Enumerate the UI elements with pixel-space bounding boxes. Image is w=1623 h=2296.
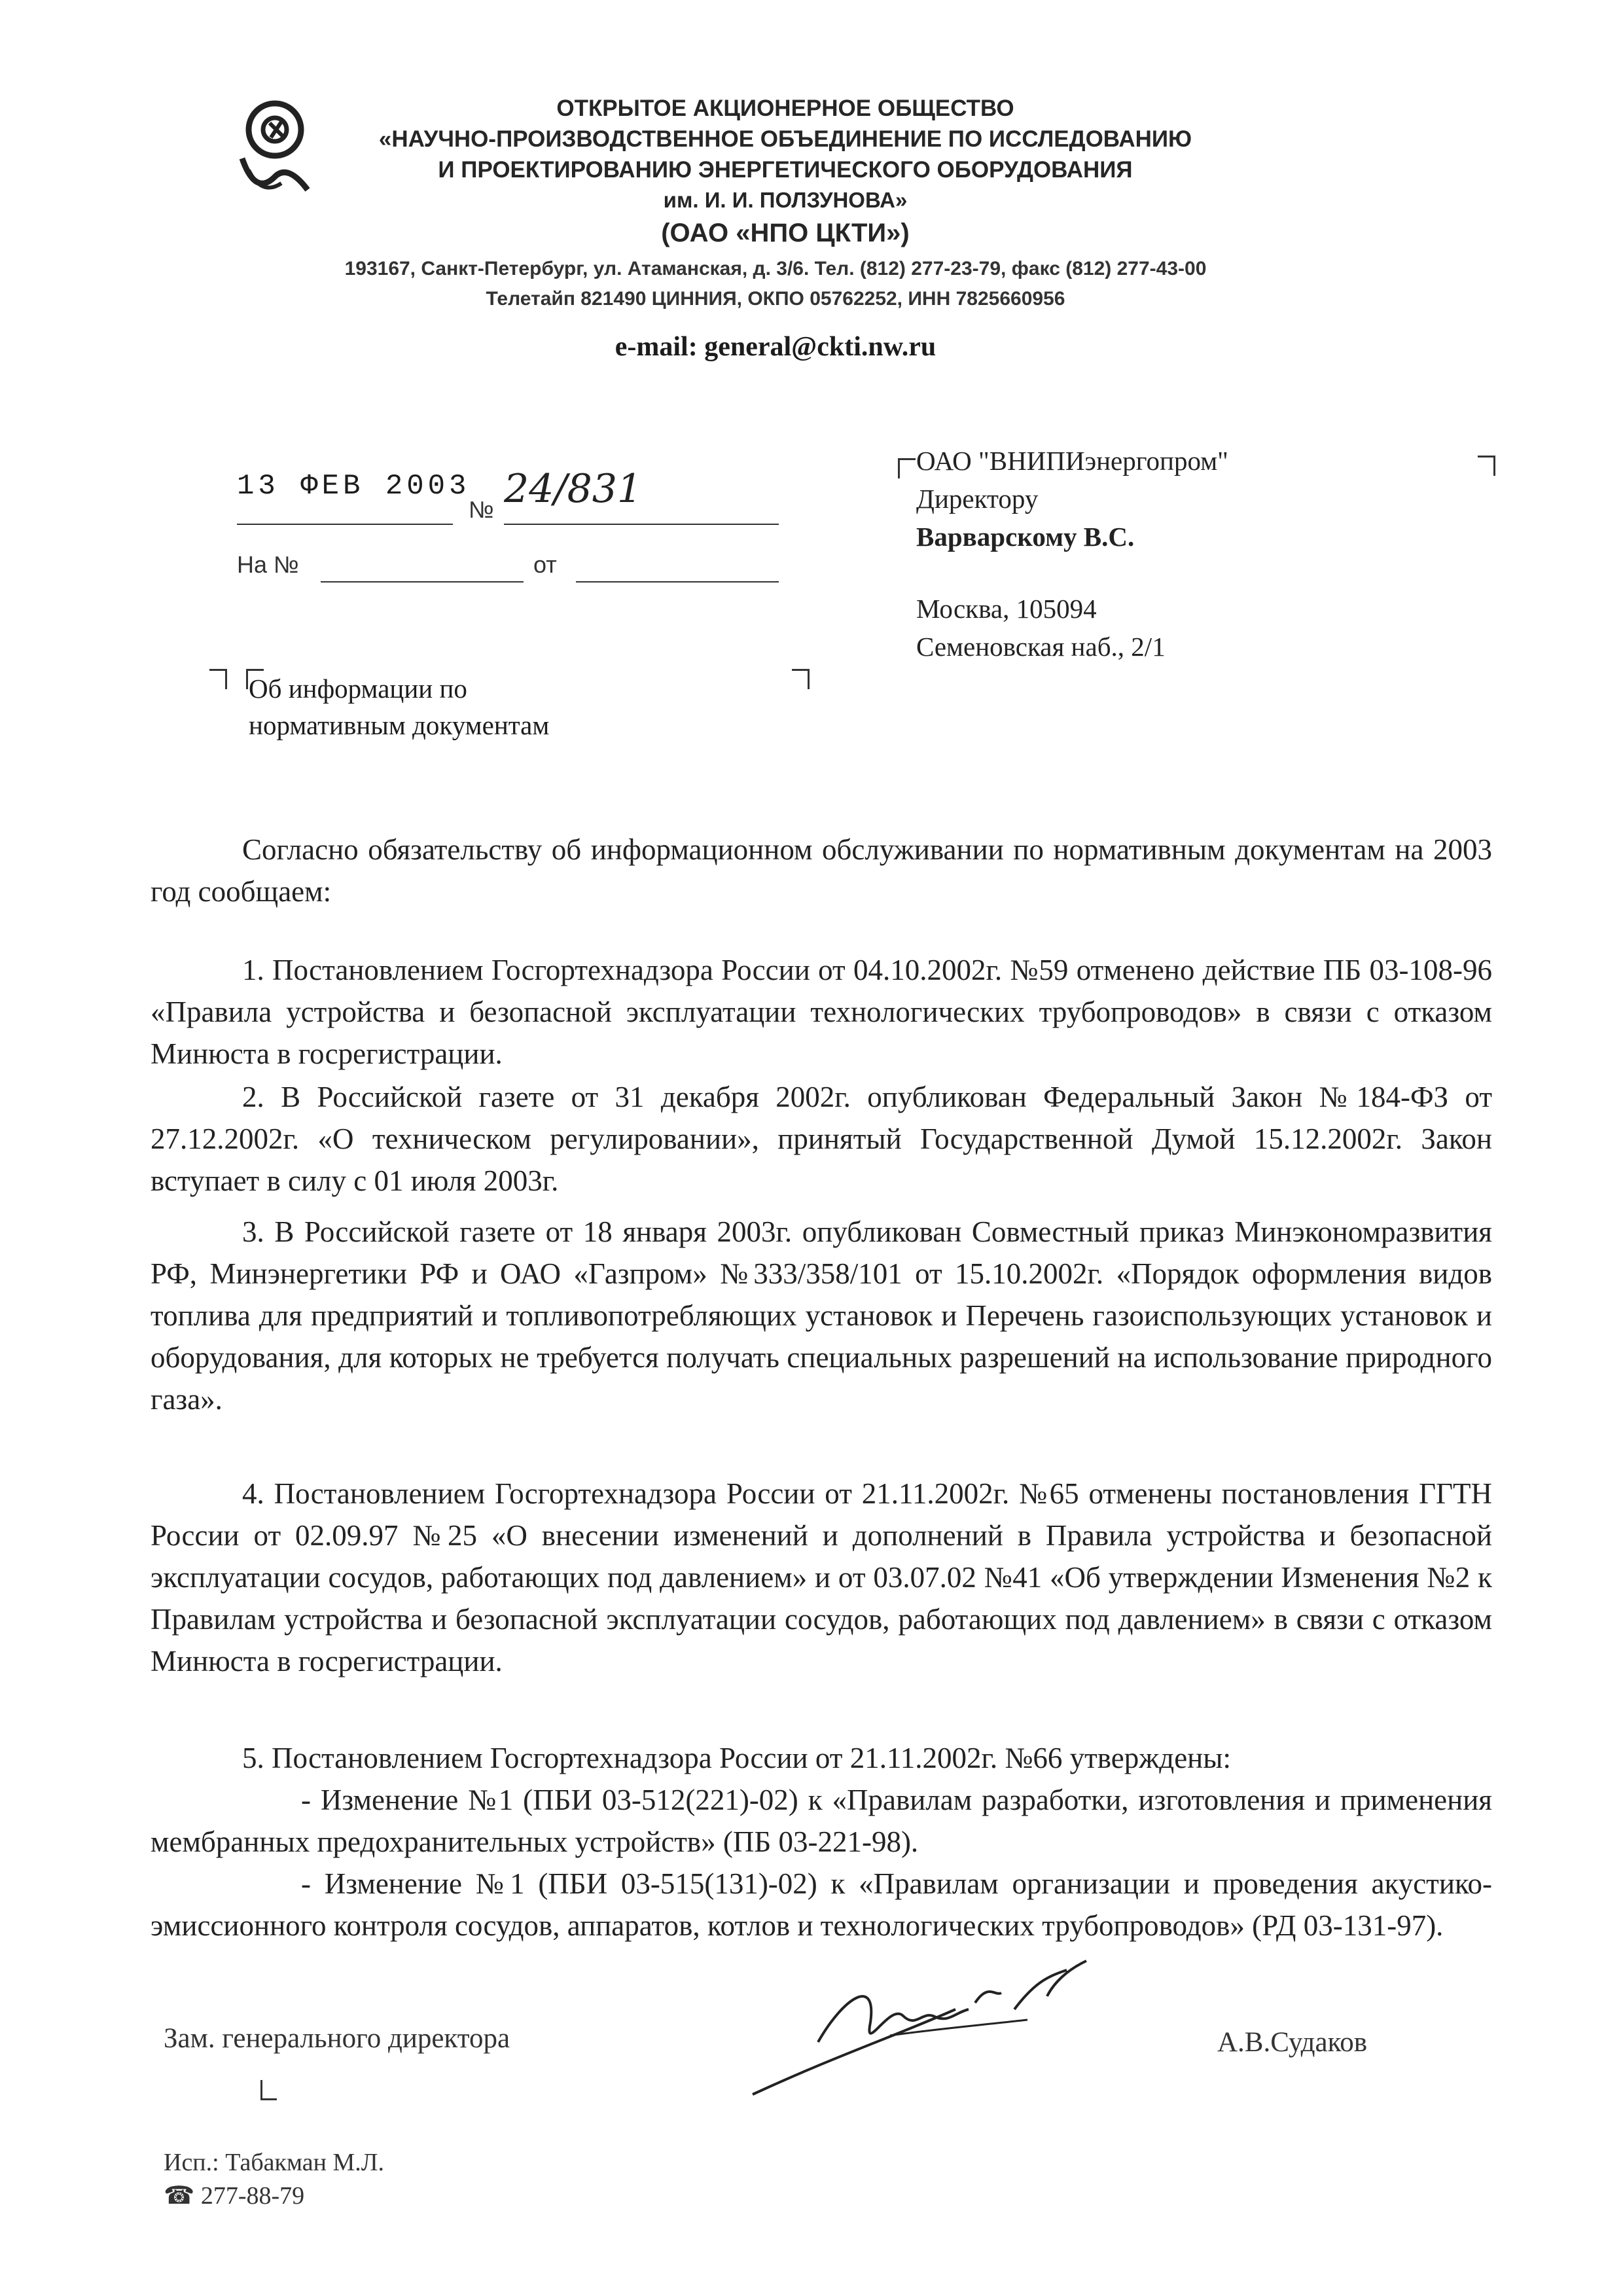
org-name-line-1: ОТКРЫТОЕ АКЦИОНЕРНОЕ ОБЩЕСТВО bbox=[556, 96, 1014, 121]
addressee-organization: ОАО "ВНИПИэнергопром" bbox=[916, 446, 1228, 476]
outgoing-date: 13 ФЕВ 2003 bbox=[237, 470, 471, 503]
addressee-street: Семеновская наб., 2/1 bbox=[916, 632, 1166, 662]
item-5-change-b: - Изменение №1 (ПБИ 03-515(131)-02) к «Правилам организации и проведения акустико-эмиссионного контроля сосудов, аппаратов, котлов и технологических трубопроводов» (РД 03-131-97). bbox=[151, 1867, 1492, 1942]
subject-line-1: Об информации по bbox=[249, 673, 467, 704]
number-label: № bbox=[469, 496, 494, 523]
executor-phone: 277-88-79 bbox=[200, 2182, 305, 2210]
item-2: 2. В Российской газете от 31 декабря 2002г. опубликован Федеральный Закон №184-ФЗ от 27.12.2002г. «О техническом регулировании», принятый Государственной Думой 15.12.2002г. Закон вступает в силу с 01 июля 2003г. bbox=[151, 1081, 1492, 1197]
item-5-change-a: - Изменение №1 (ПБИ 03-512(221)-02) к «Правилам разработки, изготовления и применения мембранных предохранительных устройств» (ПБ 03-221-98). bbox=[151, 1784, 1492, 1858]
reference-label: На № bbox=[237, 551, 299, 578]
subject-corner-left bbox=[209, 669, 227, 689]
executor-phone-row bbox=[164, 2181, 304, 2210]
number-underline bbox=[504, 524, 779, 525]
org-email: e-mail: general@ckti.nw.ru bbox=[615, 332, 936, 362]
org-name-line-4: им. И. И. ПОЛЗУНОВА» bbox=[663, 188, 908, 212]
org-address: 193167, Санкт-Петербург, ул. Атаманская, д. 3/6. Тел. (812) 277-23-79, факс (812) 277-43-00 bbox=[344, 258, 1207, 279]
addressee-name: Варварскому В.С. bbox=[916, 522, 1135, 552]
addressee-city: Москва, 105094 bbox=[916, 594, 1097, 624]
subject-corner-right bbox=[792, 669, 810, 689]
reference-underline bbox=[321, 581, 524, 583]
phone-icon: ☎ bbox=[164, 2182, 195, 2210]
item-1: 1. Постановлением Госгортехнадзора России от 04.10.2002г. №59 отменено действие ПБ 03-108-96 «Правила устройства и безопасной эксплуатации технологических трубопроводов» в связи с отказом Минюста в госрегистрации. bbox=[151, 954, 1492, 1070]
intro-paragraph: Согласно обязательству об информационном обслуживании по нормативным документам на 2003 год сообщаем: bbox=[151, 833, 1492, 908]
outgoing-number: 24/831 bbox=[504, 466, 643, 512]
from-label: от bbox=[533, 551, 557, 578]
org-name-line-3: И ПРОЕКТИРОВАНИЮ ЭНЕРГЕТИЧЕСКОГО ОБОРУДОВАНИЯ bbox=[438, 157, 1133, 183]
signature-corner-mark bbox=[260, 2080, 277, 2100]
signatory-position: Зам. генерального директора bbox=[164, 2023, 510, 2054]
org-short-name: (ОАО «НПО ЦКТИ») bbox=[661, 219, 910, 247]
addressee-position: Директору bbox=[916, 484, 1039, 514]
handwritten-signature bbox=[740, 1957, 1145, 2108]
date-underline bbox=[237, 524, 453, 525]
org-requisites: Телетайп 821490 ЦИННИЯ, ОКПО 05762252, ИНН 7825660956 bbox=[486, 288, 1065, 310]
item-3: 3. В Российской газете от 18 января 2003г. опубликован Совместный приказ Минэкономразвития РФ, Минэнергетики РФ и ОАО «Газпром» №333/358/101 от 15.10.2002г. «Порядок оформления видов топлива для предприятий и топливопотребляющих установок и Перечень газоиспользующих установок и оборудования, для которых не требуется получать специальных разрешений на использование природного газа». bbox=[151, 1215, 1492, 1416]
executor-name: Исп.: Табакман М.Л. bbox=[164, 2149, 385, 2176]
subject-line-2: нормативным документам bbox=[249, 710, 550, 740]
item-5-heading: 5. Постановлением Госгортехнадзора России от 21.11.2002г. №66 утверждены: bbox=[242, 1742, 1231, 1774]
org-name-line-2: «НАУЧНО-ПРОИЗВОДСТВЕННОЕ ОБЪЕДИНЕНИЕ ПО ИССЛЕДОВАНИЮ bbox=[378, 126, 1192, 152]
item-4: 4. Постановлением Госгортехнадзора России от 21.11.2002г. №65 отменены постановления ГГТН России от 02.09.97 №25 «О внесении изменений и дополнений в Правила устройства и безопасной эксплуатации сосудов, работающих под давлением» и от 03.07.02 №41 «Об утверждении Изменения №2 к Правилам устройства и безопасной эксплуатации сосудов, работающих под давлением» в связи с отказом Минюста в госрегистрации. bbox=[151, 1477, 1492, 1677]
signatory-name: А.В.Судаков bbox=[1217, 2027, 1368, 2058]
addressee-corner-right bbox=[1478, 456, 1495, 476]
from-underline bbox=[576, 581, 779, 583]
addressee-corner-left bbox=[898, 458, 916, 478]
